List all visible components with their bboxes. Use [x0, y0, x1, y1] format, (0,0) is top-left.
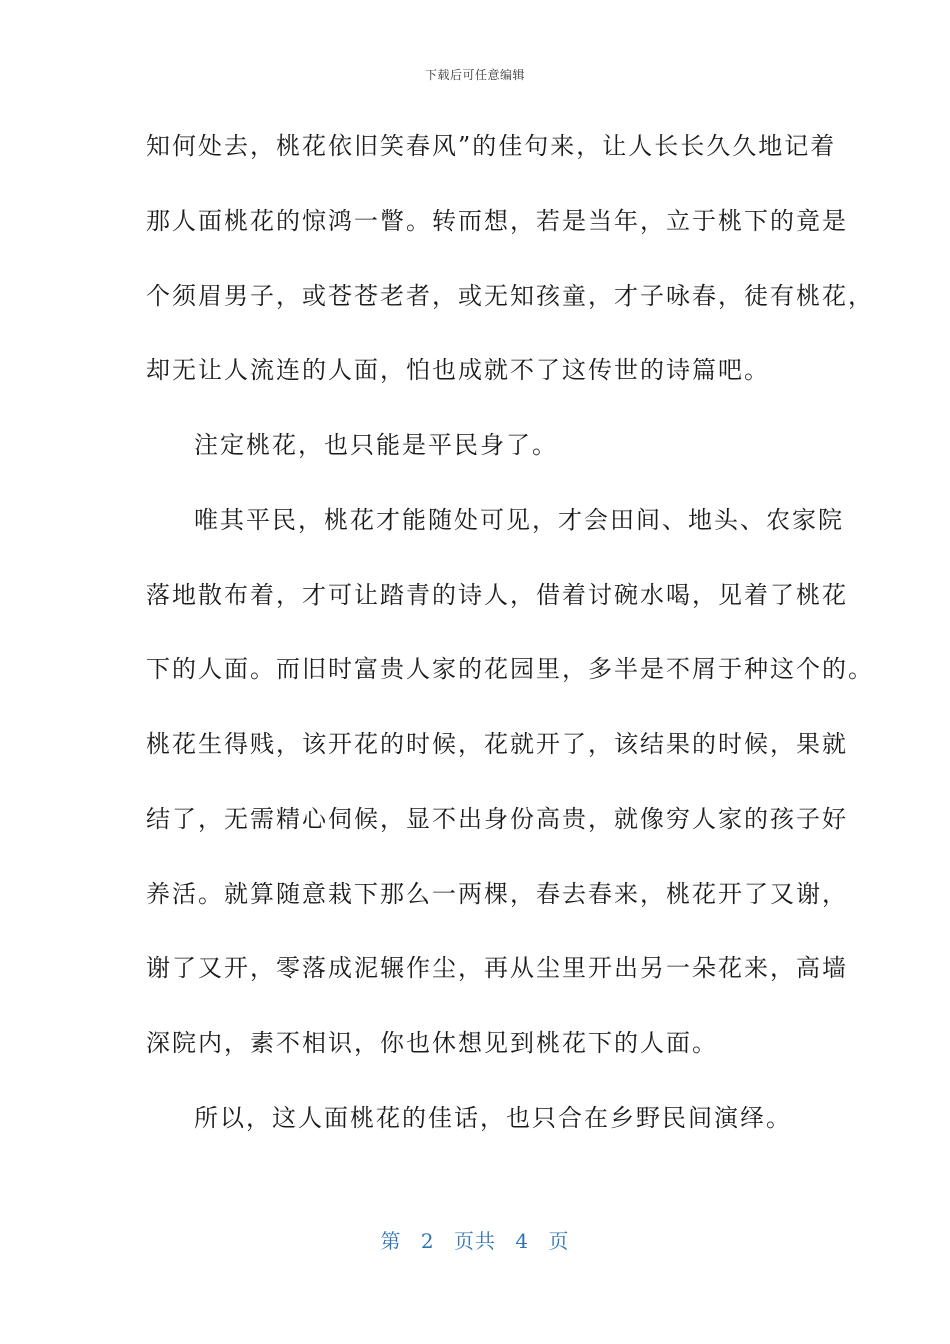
- text-line-6: 唯其平民，桃花才能随处可见，才会田间、地头、农家院: [194, 506, 844, 534]
- text-line-3: 个须眉男子，或苍苍老者，或无知孩童，才子咏春，徒有桃花，: [146, 282, 874, 310]
- text-line-5: 注定桃花，也只能是平民身了。: [194, 431, 558, 459]
- page-header: 下载后可任意编辑: [424, 68, 525, 82]
- text-line-11: 养活。就算随意栽下那么一两棵，春去春来，桃花开了又谢，: [146, 880, 848, 908]
- text-line-12: 谢了又开，零落成泥辗作尘，再从尘里开出另一朵花来，高墙: [146, 954, 848, 982]
- page-footer: [0, 1225, 950, 1254]
- text-line-4: 却无让人流连的人面，怕也成就不了这传世的诗篇吧。: [146, 356, 770, 384]
- text-line-1: 知何处去，桃花依旧笑春风”的佳句来，让人长长久久地记着: [146, 132, 837, 160]
- text-line-7: 落地散布着，才可让踏青的诗人，借着讨碗水喝，见着了桃花: [146, 581, 848, 609]
- footer-total-pages: 4: [515, 1229, 530, 1253]
- text-line-9: 桃花生得贱，该开花的时候，花就开了，该结果的时候，果就: [146, 730, 848, 758]
- footer-suffix: 页: [548, 1229, 570, 1253]
- footer-middle: 页共: [454, 1229, 496, 1253]
- text-line-14: 所以，这人面桃花的佳话，也只合在乡野民间演绎。: [194, 1104, 792, 1132]
- text-line-8: 下的人面。而旧时富贵人家的花园里，多半是不屑于种这个的。: [146, 655, 874, 683]
- text-line-10: 结了，无需精心伺候，显不出身份高贵，就像穷人家的孩子好: [146, 805, 848, 833]
- text-line-13: 深院内，素不相识，你也休想见到桃花下的人面。: [146, 1029, 718, 1057]
- text-line-2: 那人面桃花的惊鸿一瞥。转而想，若是当年，立于桃下的竟是: [146, 207, 848, 235]
- footer-prefix: 第: [380, 1229, 402, 1253]
- footer-page-number: 2: [420, 1229, 435, 1253]
